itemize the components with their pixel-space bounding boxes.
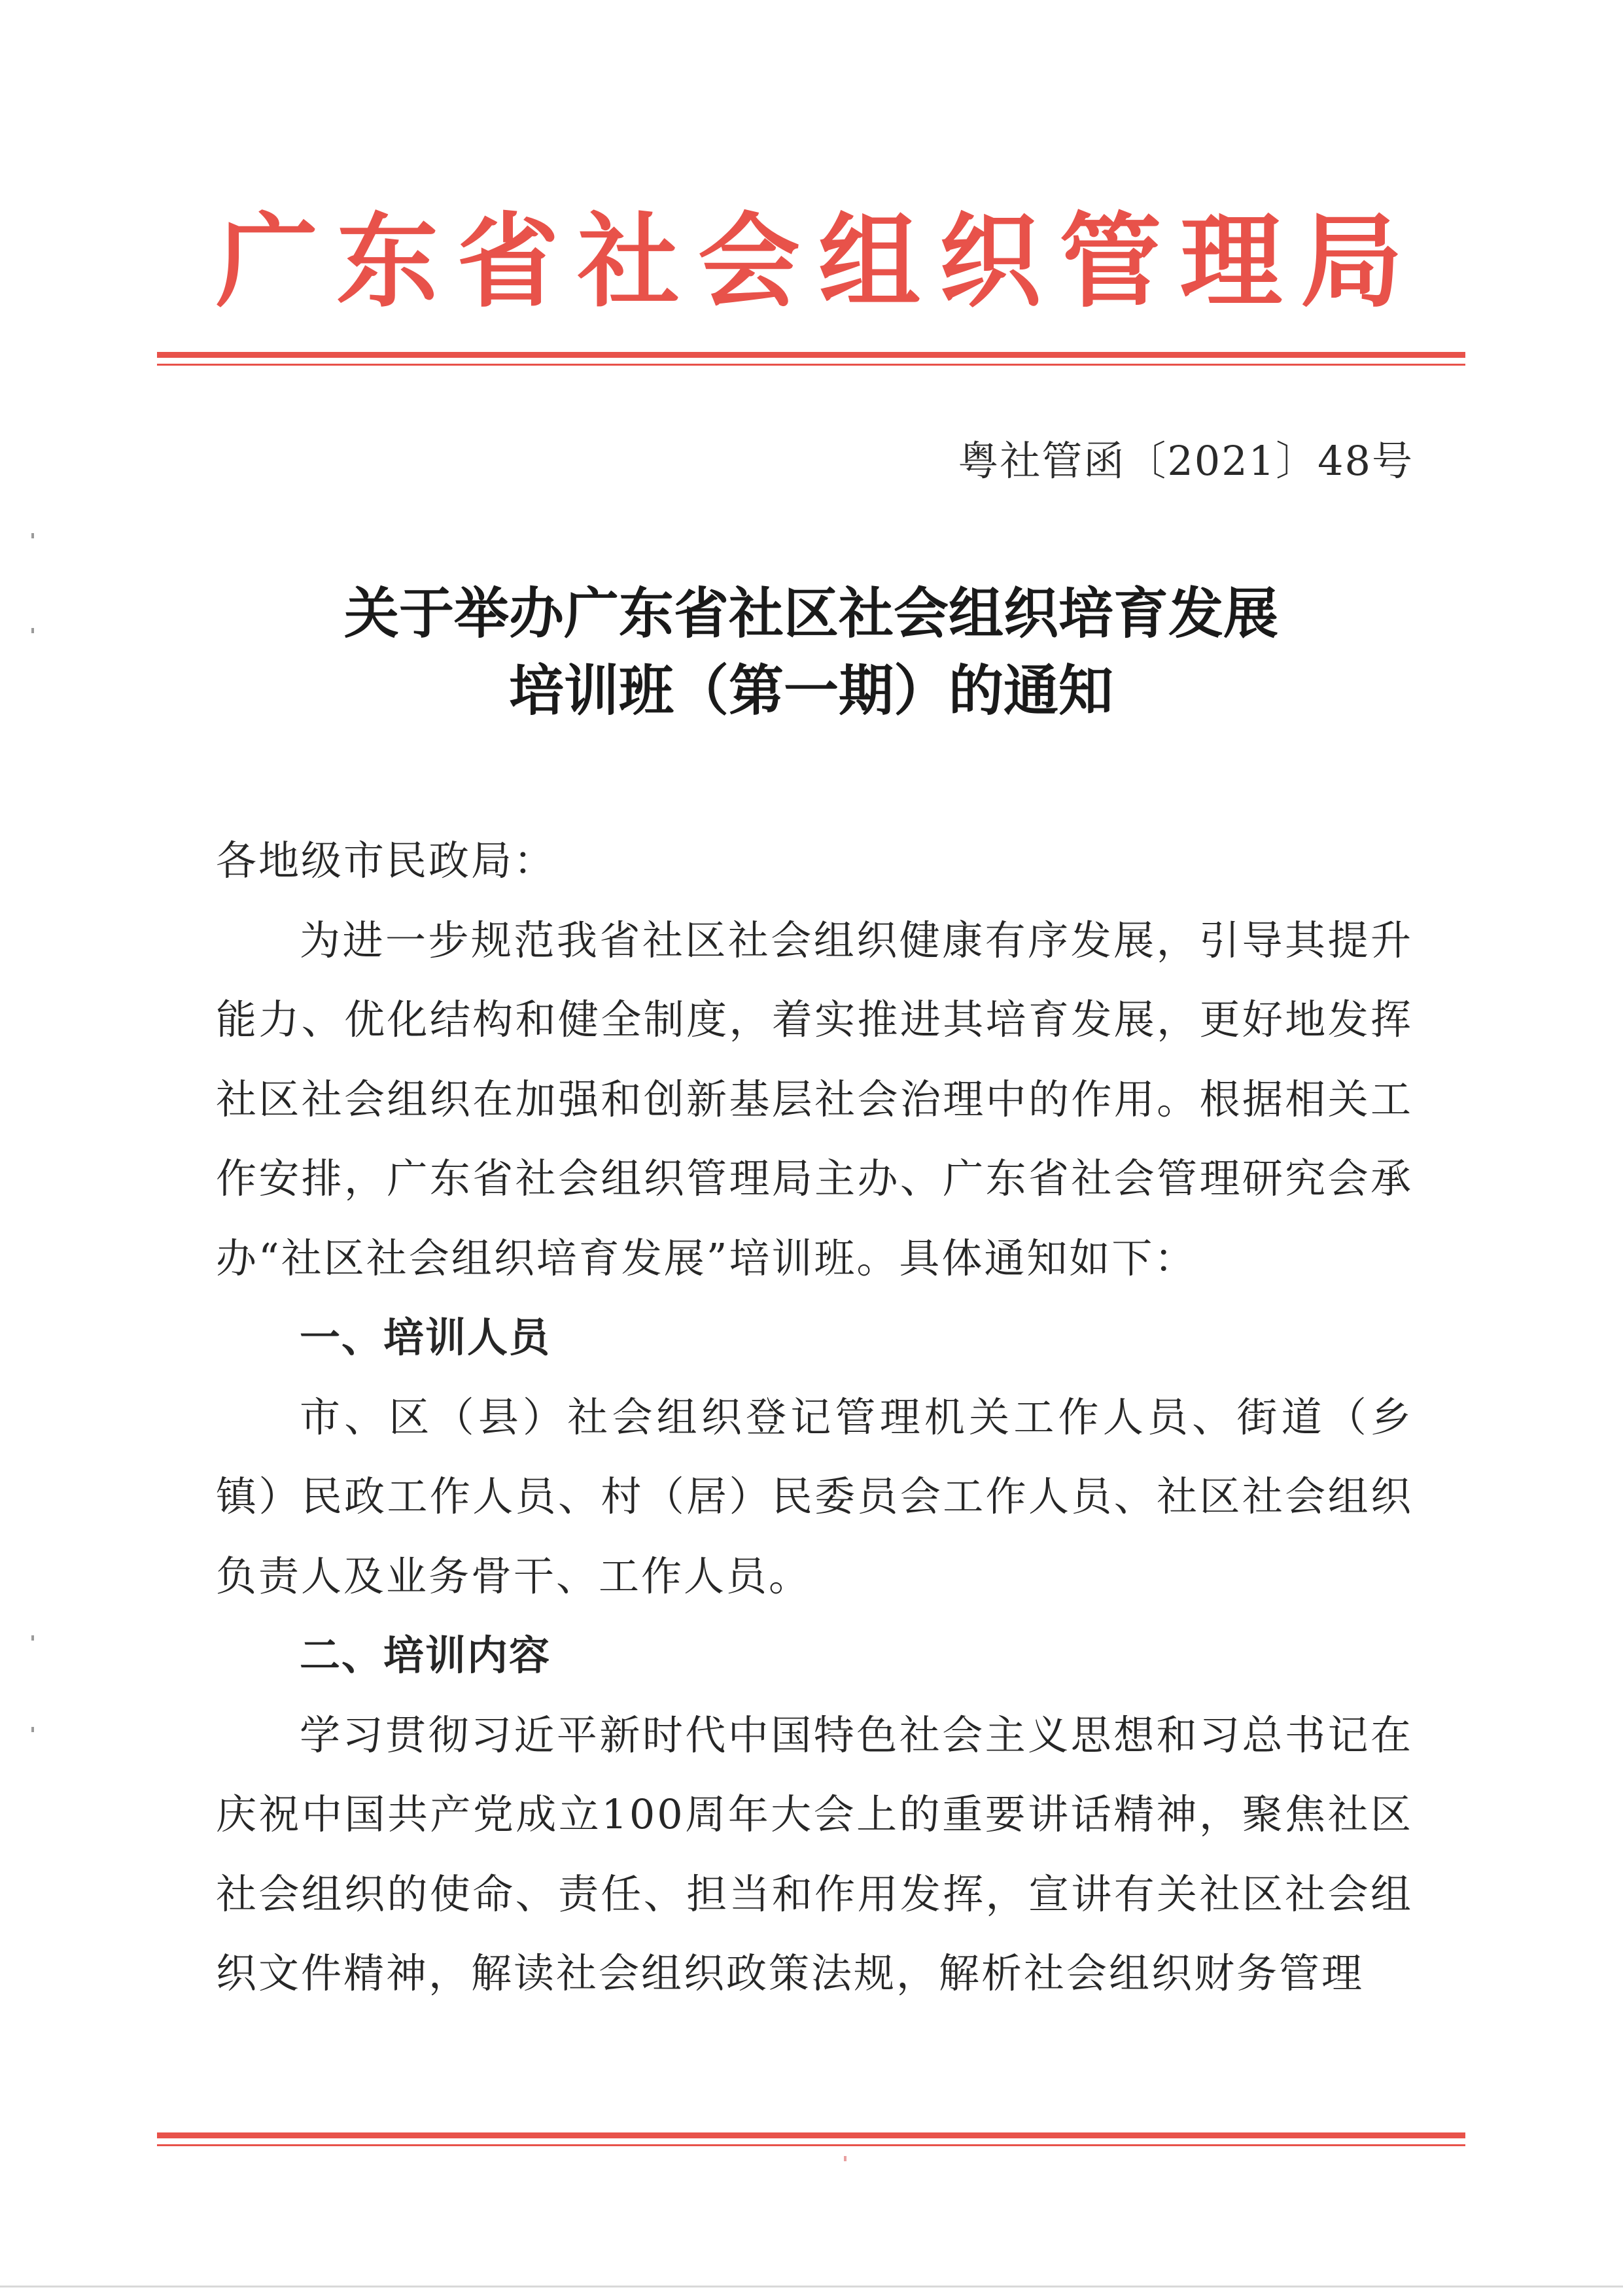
footer-separator-thin — [157, 2144, 1465, 2146]
footer-separator-thick — [157, 2132, 1465, 2138]
issuing-authority-masthead: 广东省社会组织管理局 — [216, 202, 1406, 321]
scan-speck — [31, 628, 34, 633]
intro-paragraph: 为进一步规范我省社区社会组织健康有序发展，引导其提升能力、优化结构和健全制度，着实推进其培育发展，更好地发挥社区社会组织在加强和创新基层社会治理中的作用。根据相关工作安排，广东省社会组织管理局主办、广东省社会管理研究会承办“社区社会组织培育发展”培训班。具体通知如下： — [216, 916, 1413, 1282]
scan-bottom-edge — [0, 2286, 1623, 2287]
scan-speck — [31, 533, 34, 538]
scan-speck — [31, 1635, 34, 1641]
content-paragraph: 学习贯彻习近平新时代中国特色社会主义思想和习总书记在庆祝中国共产党成立100周年大会上的重要讲话精神，聚焦社区社会组织的使命、责任、担当和作用发挥，宣讲有关社区社会组织文件精神，解读社会组织政策法规，解析社会组织财务管理 — [216, 1711, 1413, 1997]
participants-paragraph: 市、区（县）社会组织登记管理机关工作人员、街道（乡镇）民政工作人员、村（居）民委员会工作人员、社区社会组织负责人及业务骨干、工作人员。 — [216, 1393, 1413, 1600]
document-title-line-1: 关于举办广东省社区社会组织培育发展 — [343, 582, 1278, 646]
scan-speck — [31, 1727, 34, 1732]
salutation: 各地级市民政局： — [216, 837, 557, 884]
document-number: 粤社管函〔2021〕48号 — [958, 437, 1414, 485]
scan-speck — [844, 2156, 846, 2161]
masthead-separator-thick — [157, 352, 1465, 358]
masthead-separator-thin — [157, 364, 1465, 366]
document-title-line-2: 培训班（第一期）的通知 — [508, 659, 1113, 723]
document-body — [216, 821, 1413, 2013]
section-heading-participants: 一、培训人员 — [300, 1313, 551, 1361]
section-heading-content: 二、培训内容 — [300, 1631, 551, 1679]
